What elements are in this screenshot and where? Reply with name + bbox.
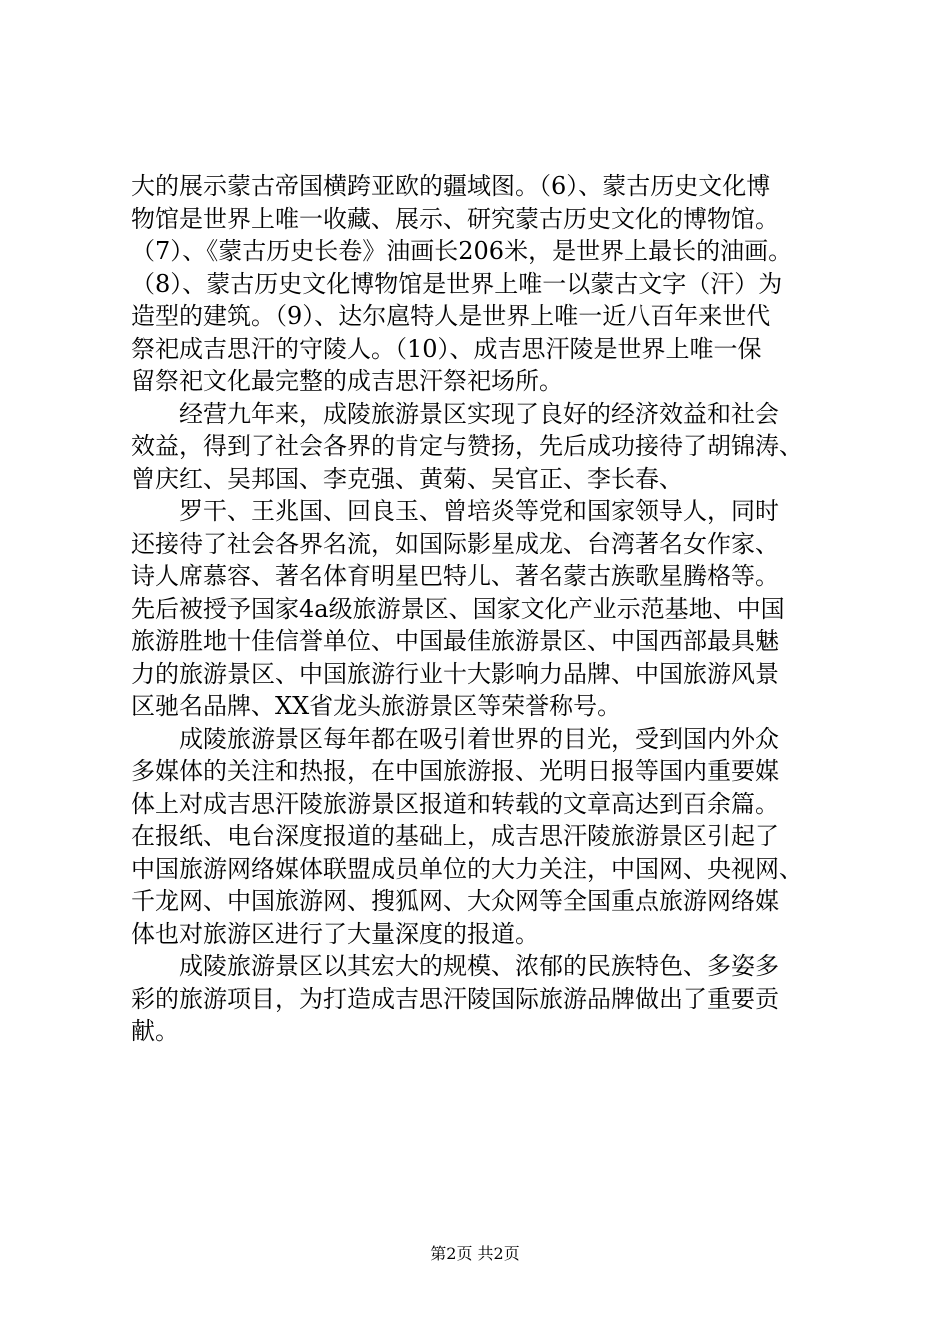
text-line: 大的展示蒙古帝国横跨亚欧的疆域图。（6）、蒙古历史文化博	[131, 172, 771, 200]
text-line: 效益，得到了社会各界的肯定与赞扬，先后成功接待了胡锦涛、	[131, 432, 803, 460]
paragraph-start-line: 成陵旅游景区以其宏大的规模、浓郁的民族特色、多姿多	[179, 952, 779, 980]
text-line: 诗人席慕容、著名体育明星巴特儿、著名蒙古族歌星腾格等。	[131, 562, 779, 590]
paragraph-start-line: 经营九年来，成陵旅游景区实现了良好的经济效益和社会	[179, 399, 779, 428]
text-line: 造型的建筑。（9）、达尔扈特人是世界上唯一近八百年来世代	[131, 302, 771, 330]
text-line: （8）、蒙古历史文化博物馆是世界上唯一以蒙古文字（汗）为	[131, 269, 783, 298]
text-line: 体也对旅游区进行了大量深度的报道。	[131, 919, 539, 948]
text-line: 还接待了社会各界名流，如国际影星成龙、台湾著名女作家、	[131, 529, 779, 558]
text-line: 彩的旅游项目，为打造成吉思汗陵国际旅游品牌做出了重要贡	[131, 984, 779, 1013]
text-line: 曾庆红、吴邦国、李克强、黄菊、吴官正、李长春、	[131, 464, 683, 493]
text-line: 多媒体的关注和热报，在中国旅游报、光明日报等国内重要媒	[131, 757, 779, 785]
text-line: 在报纸、电台深度报道的基础上，成吉思汗陵旅游景区引起了	[131, 822, 779, 850]
text-line: 物馆是世界上唯一收藏、展示、研究蒙古历史文化的博物馆。	[131, 204, 779, 233]
document-body	[131, 170, 831, 1048]
text-line: 体上对成吉思汗陵旅游景区报道和转载的文章高达到百余篇。	[131, 789, 779, 818]
text-line: 千龙网、中国旅游网、搜狐网、大众网等全国重点旅游网络媒	[131, 887, 779, 915]
paragraph-start-line: 成陵旅游景区每年都在吸引着世界的目光，受到国内外众	[179, 724, 779, 753]
text-line: 力的旅游景区、中国旅游行业十大影响力品牌、中国旅游风景	[131, 659, 779, 688]
page-number-label: 第2页 共2页	[430, 1244, 520, 1263]
text-line: 中国旅游网络媒体联盟成员单位的大力关注，中国网、央视网、	[131, 854, 803, 883]
text-line: 旅游胜地十佳信誉单位、中国最佳旅游景区、中国西部最具魅	[131, 627, 779, 655]
page-footer	[0, 1244, 950, 1264]
text-line: 留祭祀文化最完整的成吉思汗祭祀场所。	[131, 367, 563, 395]
text-line: 献。	[131, 1017, 179, 1045]
text-line: （7）、《蒙古历史长卷》油画长206米，是世界上最长的油画。	[131, 237, 793, 265]
text-line: 区驰名品牌、XX省龙头旅游景区等荣誉称号。	[131, 692, 622, 720]
text-line: 祭祀成吉思汗的守陵人。（10）、成吉思汗陵是世界上唯一保	[131, 334, 762, 363]
paragraph-start-line: 罗干、王兆国、回良玉、曾培炎等党和国家领导人，同时	[179, 497, 779, 525]
text-line: 先后被授予国家4a级旅游景区、国家文化产业示范基地、中国	[131, 594, 785, 623]
